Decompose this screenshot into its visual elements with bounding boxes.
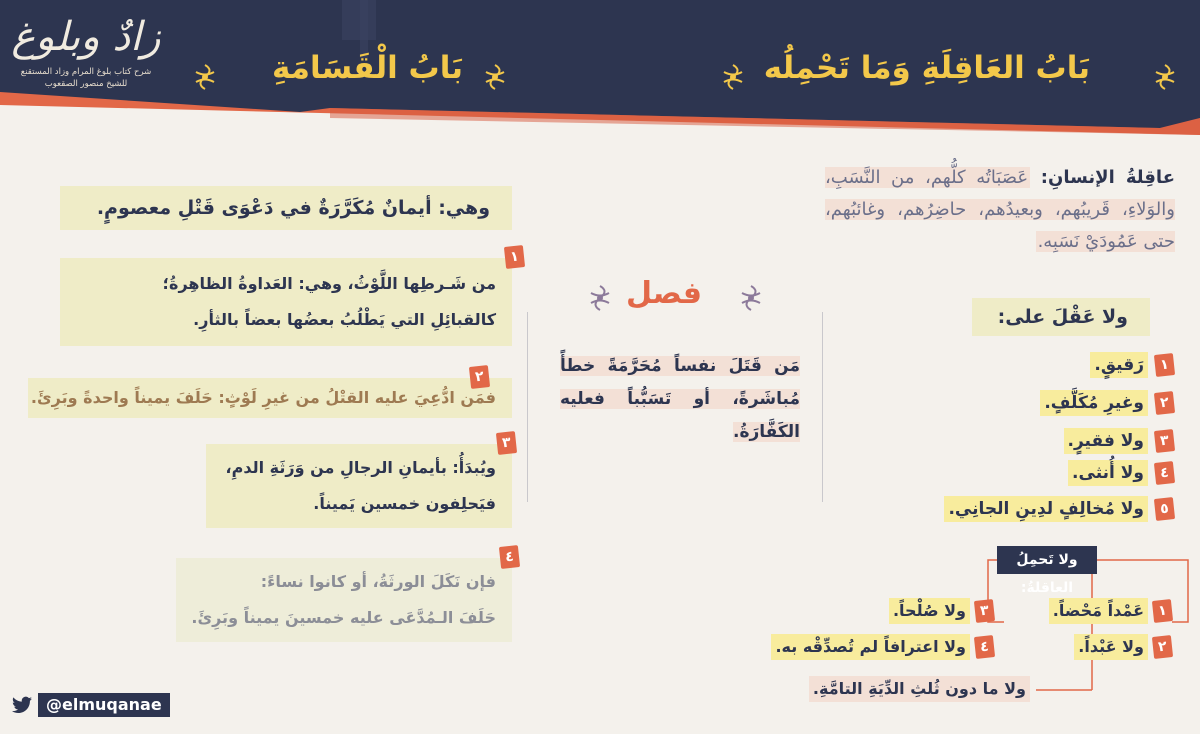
list-item-label: ولا صُلْحاً. bbox=[889, 598, 970, 624]
number-badge: ١ bbox=[504, 245, 525, 269]
twitter-handle[interactable] bbox=[12, 693, 170, 717]
number-badge: ١ bbox=[1152, 599, 1173, 623]
list-item-label: ولا ما دون ثُلثِ الدِّيَةِ التامَّةِ. bbox=[809, 676, 1030, 702]
kaffara-rule bbox=[560, 350, 800, 449]
number-badge: ٣ bbox=[974, 599, 995, 623]
divider bbox=[527, 312, 528, 502]
logo-subtitle: شرح كتاب بلوغ المرام وزاد المستقنع bbox=[20, 67, 152, 77]
chapter-title-aqila: بَابُ العَاقِلَةِ وَمَا تَحْمِلُه bbox=[763, 50, 1090, 86]
qasama-oath-start-box bbox=[206, 444, 512, 528]
no-blood-money-heading: ولا عَقْلَ على: bbox=[972, 298, 1150, 336]
kaffara-text: مَن قَتَلَ نفساً مُحَرَّمَةً خطأً مُباشَرةً، أو تَسَبُّباً فعليه الكَفَّارَةُ. bbox=[560, 356, 800, 442]
number-badge: ٣ bbox=[1154, 429, 1175, 453]
number-badge: ٢ bbox=[1154, 391, 1175, 415]
list-item-label: ولا عَبْداً. bbox=[1074, 634, 1148, 660]
box-line: فيَحلِفون خمسين يَميناً. bbox=[313, 494, 496, 513]
list-item-label: وغيرِ مُكَلَّفٍ. bbox=[1040, 390, 1148, 416]
number-badge: ٤ bbox=[974, 635, 995, 659]
ornament-icon bbox=[585, 283, 615, 313]
list-item-label: رَقيقٍ. bbox=[1090, 352, 1148, 378]
box-line: من شَـرطِها اللَّوْثُ، وهي: العَداوةُ الظاهِرةُ؛ bbox=[162, 274, 496, 293]
list-item bbox=[770, 634, 994, 660]
number-badge: ٢ bbox=[1152, 635, 1173, 659]
qasama-definition: وهي: أيمانٌ مُكَرَّرَةٌ في دَعْوَى قَتْلِ معصومٍ. bbox=[60, 186, 512, 230]
number-badge: ١ bbox=[1154, 353, 1175, 377]
list-item-label: ولا أُنثى. bbox=[1068, 460, 1148, 486]
number-badge: ٢ bbox=[469, 365, 490, 389]
ornament-icon bbox=[736, 283, 766, 313]
list-item bbox=[870, 598, 994, 624]
list-item bbox=[1050, 634, 1172, 660]
number-badge: ٣ bbox=[496, 431, 517, 455]
box-line: ويُبدَأُ: بأيمانِ الرجالِ من وَرَثَةِ الدمِ، bbox=[225, 458, 496, 477]
box-line: فمَن ادُّعِيَ عليه القتْلُ من غيرِ لَوْثٍ: حَلَفَ يميناً واحدةً وبَرِئَ. bbox=[30, 388, 496, 407]
box-line: فإن نَكَلَ الورثَةُ، أو كانوا نساءً: bbox=[260, 572, 496, 591]
list-item-label: عَمْداً مَحْضاً. bbox=[1049, 598, 1148, 624]
section-title-fasl: فصل bbox=[626, 276, 702, 311]
list-item bbox=[1050, 598, 1172, 624]
qasama-condition-box bbox=[60, 258, 512, 346]
qasama-no-lawth-box bbox=[28, 378, 512, 418]
logo-wordmark: زادٌ وبلوغ bbox=[11, 14, 161, 60]
number-badge: ٤ bbox=[1154, 461, 1175, 485]
list-item bbox=[780, 676, 1030, 704]
aqila-text: عَصَبَاتُه كلُّهم، من النَّسَبِ، والوَلاءِ، قَريبُهم، وبعيدُهم، حاضِرُهم، وغائبُهم، حتى عَمُودَيْ نَسَبِه. bbox=[825, 167, 1175, 252]
aqila-term: عاقِلةُ الإنسانِ: bbox=[1040, 167, 1175, 188]
twitter-handle-label: @elmuqanae bbox=[38, 693, 170, 717]
number-badge: ٥ bbox=[1154, 497, 1175, 521]
list-item-label: ولا فقيرٍ. bbox=[1064, 428, 1148, 454]
number-badge: ٤ bbox=[499, 545, 520, 569]
box-line: كالقبائِلِ التي يَطْلُبُ بعضُها بعضاً بالثأرِ. bbox=[193, 310, 496, 329]
twitter-icon bbox=[12, 696, 32, 714]
list-item-label: ولا مُخالِفٍ لدِينِ الجانِي. bbox=[944, 496, 1148, 522]
chapter-title-qasama: بَابُ الْقَسَامَةِ bbox=[272, 50, 463, 86]
aqila-not-carry-heading: ولا تَحمِلُ العاقلةُ: bbox=[997, 546, 1097, 574]
box-line: حَلَفَ الـمُدَّعَى عليه خمسينَ يميناً وبَرِئَ. bbox=[191, 608, 496, 627]
divider bbox=[822, 312, 823, 502]
list-item-label: ولا اعترافاً لم تُصدِّقْه به. bbox=[771, 634, 970, 660]
qasama-refusal-box bbox=[176, 558, 512, 642]
logo-author: للشيخ منصور الصقعوب bbox=[44, 79, 128, 89]
